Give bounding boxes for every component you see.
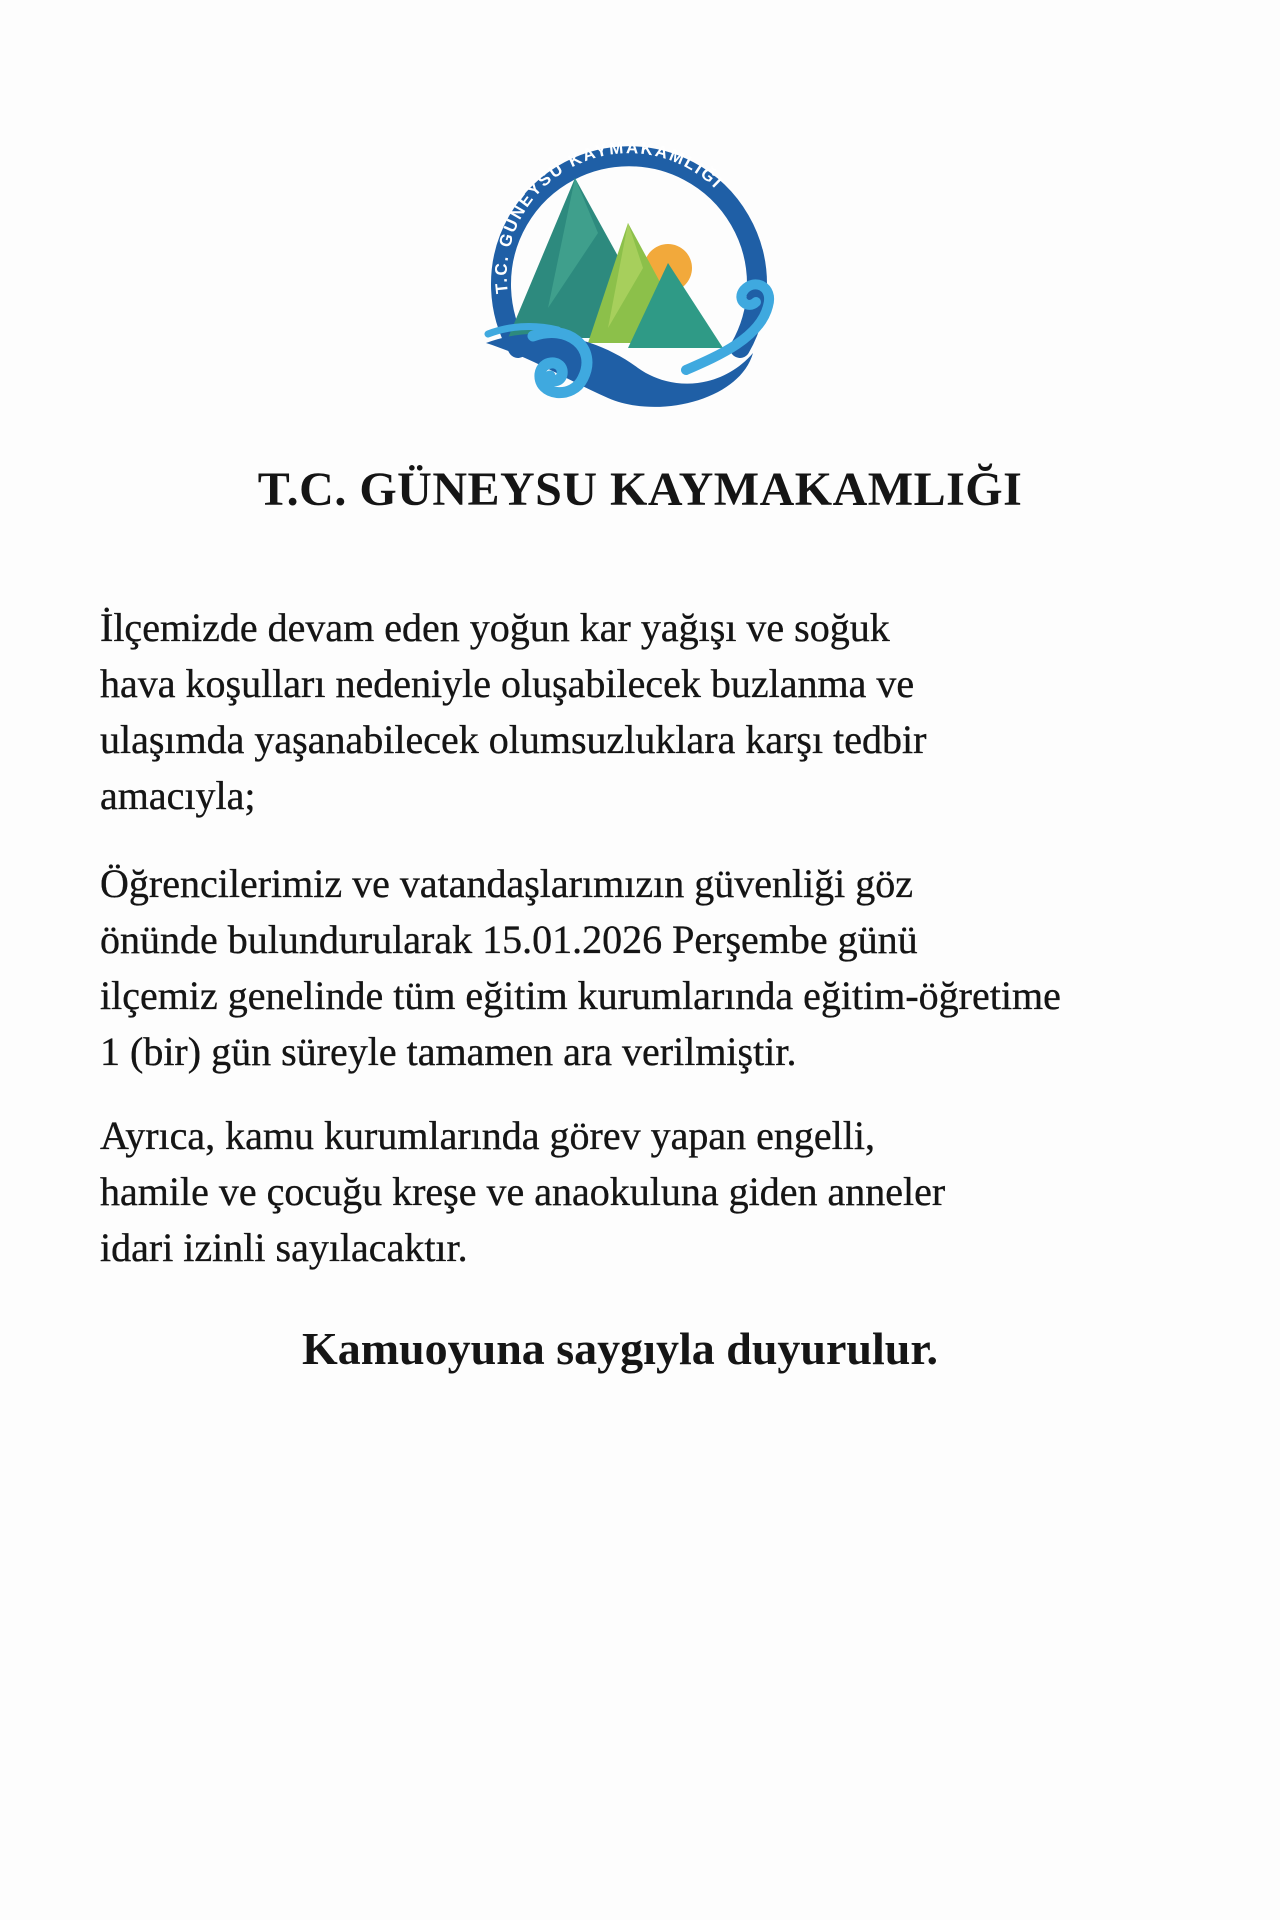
paragraph-line: ilçemiz genelinde tüm eğitim kurumlarında eğitim-öğretime	[100, 973, 1061, 1018]
paragraph-line: ulaşımda yaşanabilecek olumsuzluklara karşı tedbir	[100, 717, 927, 762]
closing-statement: Kamuoyuna saygıyla duyurulur.	[301, 1323, 939, 1374]
paragraph-intro	[100, 600, 1230, 824]
paragraph-line: Öğrencilerimiz ve vatandaşlarımızın güvenliği göz	[100, 861, 914, 906]
paragraph-line: hava koşulları nedeniyle oluşabilecek buzlanma ve	[100, 661, 915, 706]
paragraph-line: 1 (bir) gün süreyle tamamen ara verilmiştir.	[100, 1029, 797, 1074]
paragraph-administrative-leave	[100, 1108, 1230, 1276]
kaymakamlik-logo	[478, 138, 778, 420]
logo-ring-text: T.C. GÜNEYSU KAYMAKAMLIĞI	[491, 138, 727, 295]
paragraph-line: idari izinli sayılacaktır.	[100, 1225, 468, 1270]
paragraph-line: önünde bulundurularak 15.01.2026 Perşembe günü	[100, 917, 918, 962]
paragraph-line: Ayrıca, kamu kurumlarında görev yapan engelli,	[100, 1113, 875, 1158]
paragraph-line: hamile ve çocuğu kreşe ve anaokuluna giden anneler	[100, 1169, 946, 1214]
paragraph-school-closure	[100, 856, 1230, 1080]
paragraph-line: İlçemizde devam eden yoğun kar yağışı ve soğuk	[100, 605, 890, 650]
paragraph-line: amacıyla;	[100, 773, 256, 818]
page-title: T.C. GÜNEYSU KAYMAKAMLIĞI	[257, 463, 1023, 516]
